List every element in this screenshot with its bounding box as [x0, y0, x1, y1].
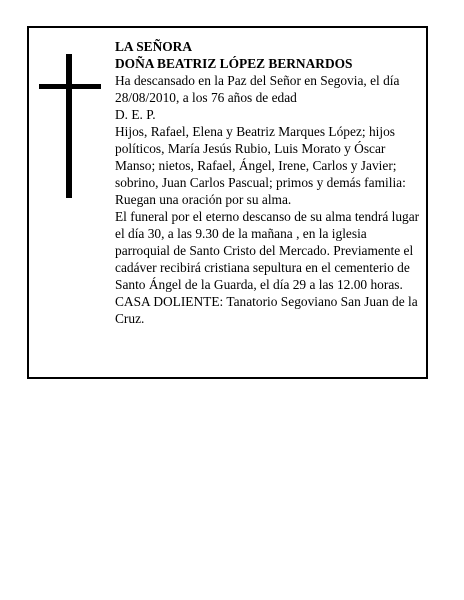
- rip-line: D. E. P.: [115, 107, 156, 122]
- funeral-details: El funeral por el eterno descanso de su alma tendrá lugar el día 30, a las 9.30 de la mañana , en la iglesia parroquial de Santo Cristo del Mercado. Previamente el cadáver recibirá cristiana sepultura en el cementerio de Santo Ángel de la Guarda, el día 29 a las 12.00 horas.: [115, 209, 420, 292]
- mourning-house: CASA DOLIENTE: Tanatorio Segoviano San Juan de la Cruz.: [115, 294, 418, 326]
- deceased-name: DOÑA BEATRIZ LÓPEZ BERNARDOS: [115, 56, 353, 71]
- title-line-1: LA SEÑORA: [115, 39, 193, 54]
- notice-text: [115, 38, 420, 327]
- cross-vertical-bar: [66, 54, 72, 198]
- family-list: Hijos, Rafael, Elena y Beatriz Marques López; hijos políticos, María Jesús Rubio, Luis Morato y Óscar Manso; nietos, Rafael, Ángel, Irene, Carlos y Javier; sobrino, Juan Carlos Pascual; primos y demás familia:: [115, 124, 406, 190]
- prayer-request: Ruegan una oración por su alma.: [115, 192, 292, 207]
- death-announcement: Ha descansado en la Paz del Señor en Segovia, el día 28/08/2010, a los 76 años de edad: [115, 73, 400, 105]
- cross-horizontal-bar: [39, 84, 101, 89]
- cross-icon: [39, 54, 101, 198]
- obituary-notice: [27, 26, 428, 379]
